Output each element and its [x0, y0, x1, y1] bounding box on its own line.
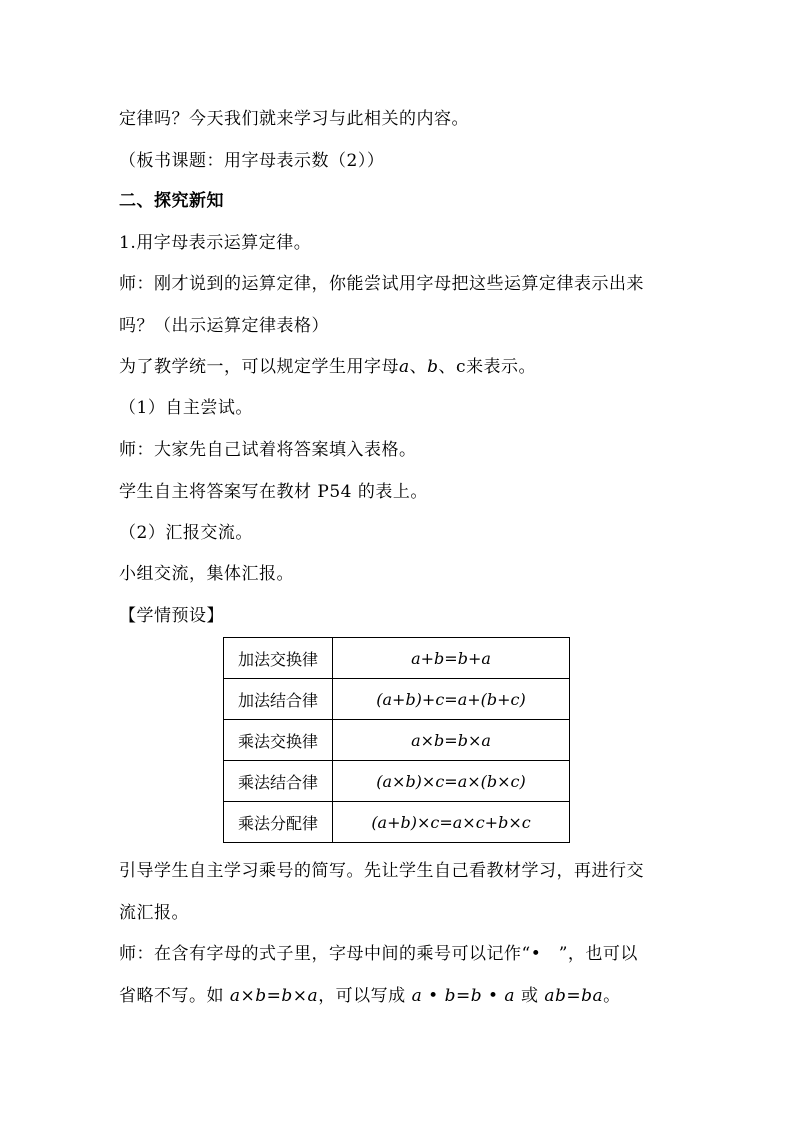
- table-row: [224, 761, 570, 802]
- formula-span: a×b=b×a: [229, 986, 319, 1006]
- table-row: [224, 679, 570, 720]
- law-name-cell: 乘法交换律: [224, 720, 333, 761]
- table-row: [224, 638, 570, 679]
- paragraph-line: 师：刚才说到的运算定律，你能尝试用字母把这些运算定律表示出来: [119, 274, 644, 294]
- text-span: 、: [438, 357, 457, 377]
- variable-c: c: [456, 357, 467, 377]
- law-formula-cell: (a×b)×c=a×(b×c): [333, 761, 570, 802]
- table-row: [224, 720, 570, 761]
- section-heading: 二、探究新知: [119, 191, 224, 211]
- text-span: 为了教学统一，可以规定学生用字母: [119, 357, 399, 377]
- text-span: 。: [603, 986, 621, 1006]
- law-formula-cell: (a+b)+c=a+(b+c): [333, 679, 570, 720]
- paragraph-line: 小组交流，集体汇报。: [119, 564, 294, 584]
- paragraph-line: 吗？（出示运算定律表格）: [119, 316, 329, 336]
- law-name-cell: 乘法结合律: [224, 761, 333, 802]
- paragraph-line: 师：在含有字母的式子里，字母中间的乘号可以记作“• ”，也可以: [119, 944, 638, 964]
- formula-span: ab=ba: [544, 986, 604, 1006]
- paragraph-line: 定律吗？今天我们就来学习与此相关的内容。: [119, 109, 469, 129]
- text-span: ，可以写成: [318, 986, 412, 1006]
- paragraph-line: （2）汇报交流。: [119, 523, 253, 543]
- paragraph-line: 引导学生自主学习乘号的简写。先让学生自己看教材学习，再进行交: [119, 861, 644, 881]
- text-span: 来表示。: [466, 357, 537, 377]
- law-name-cell: 加法结合律: [224, 679, 333, 720]
- law-name-cell: 乘法分配律: [224, 802, 333, 843]
- formula-span: a • b=b • a: [411, 986, 516, 1006]
- text-span: 或: [515, 986, 545, 1006]
- text-span: 省略不写。如: [119, 986, 230, 1006]
- paragraph-line: 师：大家先自己试着将答案填入表格。: [119, 440, 417, 460]
- law-name-cell: 加法交换律: [224, 638, 333, 679]
- paragraph-line: 流汇报。: [119, 903, 189, 923]
- paragraph-line: （1）自主尝试。: [119, 398, 253, 418]
- paragraph-line: [119, 986, 621, 1006]
- law-formula-cell: a+b=b+a: [333, 638, 570, 679]
- subsection-heading: 1.用字母表示运算定律。: [119, 233, 312, 253]
- preset-heading: 【学情预设】: [119, 606, 224, 626]
- table-row: [224, 802, 570, 843]
- lesson-title-line: （板书课题：用字母表示数（2））: [119, 151, 385, 171]
- variable-a: a: [399, 357, 410, 377]
- law-formula-cell: a×b=b×a: [333, 720, 570, 761]
- law-formula-cell: (a+b)×c=a×c+b×c: [333, 802, 570, 843]
- paragraph-line: 学生自主将答案写在教材 P54 的表上。: [119, 482, 428, 502]
- paragraph-line: [119, 357, 536, 377]
- variable-b: b: [427, 357, 439, 377]
- text-span: 、: [409, 357, 428, 377]
- operation-laws-table: [223, 637, 570, 843]
